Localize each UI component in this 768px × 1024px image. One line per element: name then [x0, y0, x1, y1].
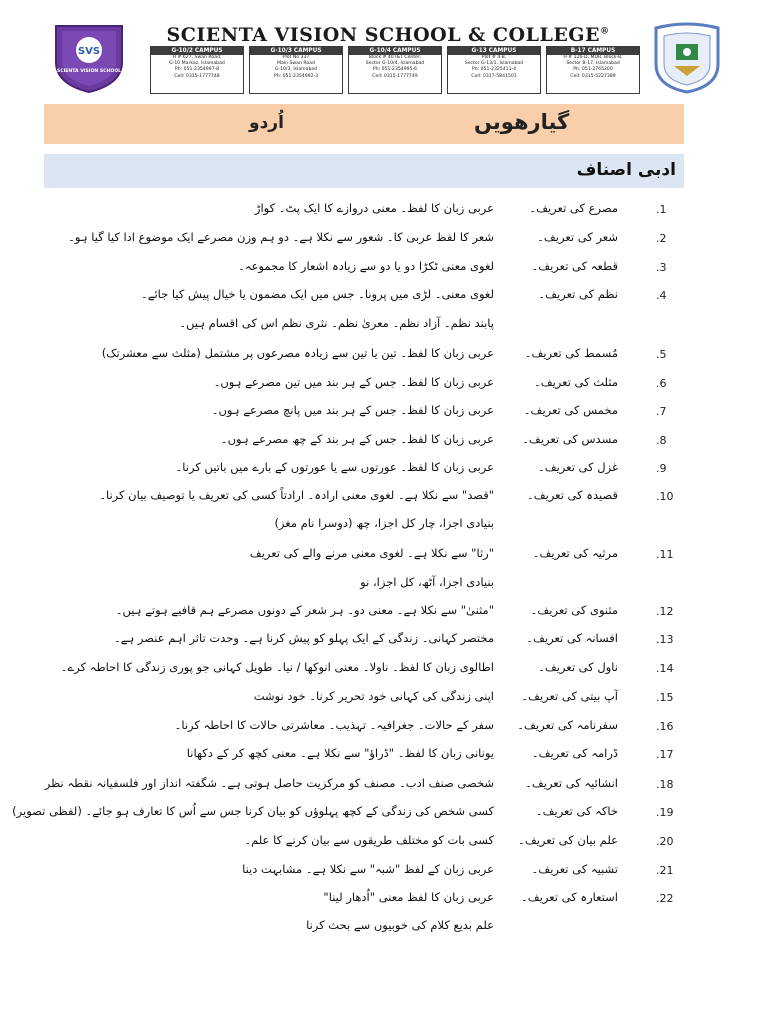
emblem-icon — [646, 22, 728, 94]
item-definition: "قصد" سے نکلا ہے۔ لغوی معنی ارادہ۔ ارادتاً کسی کی تعریف یا توصیف بیان کرنا۔ — [99, 488, 494, 502]
section-title: ادبی اصناف — [576, 160, 676, 180]
item-number: .15 — [656, 691, 674, 704]
item-number: .8 — [656, 434, 667, 447]
item-number: .3 — [656, 261, 667, 274]
item-term: آپ بیتی کی تعریف۔ — [521, 689, 618, 703]
item-term: مثلث کی تعریف۔ — [533, 375, 618, 389]
item-term: استعارہ کی تعریف۔ — [521, 890, 618, 904]
item-number: .12 — [656, 605, 674, 618]
item-definition: اطالوی زبان کا لفظ۔ ناولا۔ معنی انوکھا / نیا۔ طویل کہانی جو پوری زندگی کا احاطہ کرے۔ — [60, 660, 494, 674]
item-number: .14 — [656, 662, 674, 675]
campus-address-line: Ph: 051-2354992-3 — [273, 73, 319, 79]
item-term: ناول کی تعریف۔ — [538, 660, 618, 674]
item-term: خاکہ کی تعریف۔ — [535, 804, 618, 818]
item-number: .9 — [656, 462, 667, 475]
item-definition: اپنی زندگی کی کہانی خود تحریر کرنا۔ خود نوشت — [253, 689, 494, 703]
logo-caption: SCIENTA VISION SCHOOL — [56, 69, 122, 74]
item-term: تشبیہ کی تعریف۔ — [531, 862, 618, 876]
campus-address-line: Plot # 4-B, — [481, 55, 507, 60]
item-term: مخمس کی تعریف۔ — [523, 403, 618, 417]
item-term: نظم کی تعریف۔ — [538, 287, 618, 301]
item-number: .19 — [656, 806, 674, 819]
item-term: مثنوی کی تعریف۔ — [530, 603, 618, 617]
item-number: .2 — [656, 232, 667, 245]
item-term: مُسمط کی تعریف۔ — [524, 346, 618, 360]
item-detail-line: بنیادی اجزا، آٹھ، کل اجزا، نو — [360, 575, 494, 589]
campus-address-line: Sector G-13/1, Islamabad — [464, 61, 524, 67]
item-number: .18 — [656, 778, 674, 791]
campus-address-line: Ph: 051-2354995-6 — [372, 67, 418, 73]
item-term: مسدس کی تعریف۔ — [522, 432, 618, 446]
campus-address-line: G-10/3, Islamabad — [274, 67, 318, 73]
item-term: ڈرامہ کی تعریف۔ — [531, 746, 618, 760]
item-definition: "مثنیٰ" سے نکلا ہے۔ معنی دو۔ ہر شعر کے دونوں مصرعے ہم قافیے ہوتے ہیں۔ — [115, 603, 494, 617]
item-number: .6 — [656, 377, 667, 390]
grade-title: گیارھویں — [474, 110, 570, 134]
campus-address-line: Ph: 051-2325411-4 — [471, 67, 517, 73]
item-number: .1 — [656, 203, 667, 216]
item-number: .10 — [656, 490, 674, 503]
item-term: قصیدہ کی تعریف۔ — [526, 488, 618, 502]
school-name: SCIENTA VISION SCHOOL & COLLEGE® — [166, 24, 610, 46]
item-definition: عربی زبان کا لفظ معنی "اُدھار لینا" — [323, 890, 494, 904]
school-logo-left — [48, 22, 130, 94]
item-term: قطعہ کی تعریف۔ — [531, 259, 618, 273]
school-header — [0, 0, 768, 100]
registered-mark: ® — [600, 26, 610, 37]
item-term: شعر کی تعریف۔ — [537, 230, 618, 244]
campus-address-line: Ph: 051-2354997-8 — [174, 67, 220, 73]
item-definition: لغوی معنی۔ لڑی میں پرونا۔ جس میں ایک مضمون یا خیال پیش کیا جائے۔ — [140, 287, 494, 301]
item-definition: شعر کا لفظ عربی کا۔ شعور سے نکلا ہے۔ دو ہم وزن مصرعے ایک موضوع ادا کیا گیا ہو۔ — [68, 230, 494, 244]
item-term: غزل کی تعریف۔ — [537, 460, 618, 474]
item-definition: عربی زبان کا لفظ۔ عورتوں سے یا عورتوں کے بارے میں باتیں کرنا۔ — [175, 460, 494, 474]
item-detail-line: بنیادی اجزا، چار کل اجزا، چھ (دوسرا نام مغز) — [274, 516, 494, 530]
item-definition: کسی شخص کی زندگی کے کچھ پہلوؤں کو بیان کرنا جس سے اُس کا تعارف ہو جائے۔ (لفظی تصویر) — [12, 804, 494, 818]
item-definition: عربی زبان کا لفظ۔ جس کے ہر بند کے چھ مصرعے ہوں۔ — [220, 432, 494, 446]
campus-title: G-10/2 CAMPUS — [151, 47, 243, 55]
item-definition: عربی زبان کا لفظ۔ جس کے ہر بند میں تین مصرعے ہوں۔ — [213, 375, 494, 389]
campus-address-line: Cell: 0315-5227389 — [570, 73, 616, 79]
campus-card — [150, 46, 244, 94]
item-number: .13 — [656, 633, 674, 646]
item-number: .7 — [656, 405, 667, 418]
school-logo-right — [646, 22, 728, 94]
campus-address-line: Sector G-10/4, Islamabad — [365, 61, 425, 67]
item-definition: عربی زبان کا لفظ۔ جس کے ہر بند میں پانچ مصرعے ہوں۔ — [211, 403, 494, 417]
item-number: .4 — [656, 289, 667, 302]
item-definition: کسی بات کو مختلف طریقوں سے بیان کرنے کا علم۔ — [244, 833, 494, 847]
campus-address-line: Ph: 051-2765200 — [573, 67, 613, 73]
section-bar — [44, 154, 684, 188]
item-term: علم بیان کی تعریف۔ — [518, 833, 618, 847]
campus-list — [150, 46, 640, 94]
campus-title: B-17 CAMPUS — [547, 47, 639, 55]
title-bar — [44, 104, 684, 144]
item-definition: عربی زبان کا لفظ۔ معنی دروازے کا ایک پٹ۔ کواڑ — [254, 201, 494, 215]
campus-card — [447, 46, 541, 94]
item-definition: یونانی زبان کا لفظ۔ "ڈراؤ" سے نکلا ہے۔ معنی کچھ کر کے دکھانا — [186, 746, 494, 760]
campus-address-line: Sector B-17, Islamabad — [566, 61, 620, 67]
campus-address-line: Cell: 0315-1777749 — [372, 73, 418, 79]
logo-monogram: SVS — [77, 46, 101, 57]
campus-address-line: Plot No 337 — [282, 55, 310, 60]
item-number: .21 — [656, 864, 674, 877]
shield-logo-icon — [48, 22, 130, 94]
item-term: سفرنامہ کی تعریف۔ — [517, 718, 618, 732]
item-number: .17 — [656, 748, 674, 761]
campus-address-line: Cell: 0317-5841501 — [471, 73, 517, 79]
item-number: .20 — [656, 835, 674, 848]
campus-address-line: Block # 40 I&T Center, — [368, 55, 422, 60]
campus-card — [348, 46, 442, 94]
item-number: .5 — [656, 348, 667, 361]
item-number: .11 — [656, 548, 674, 561]
item-number: .16 — [656, 720, 674, 733]
item-term: افسانہ کی تعریف۔ — [526, 631, 618, 645]
item-number: .22 — [656, 892, 674, 905]
campus-title: G-10/3 CAMPUS — [250, 47, 342, 55]
campus-title: G-13 CAMPUS — [448, 47, 540, 55]
campus-address-line: H # 627, Swan Road, — [172, 55, 222, 60]
item-term: مرثیہ کی تعریف۔ — [532, 546, 618, 560]
item-definition: عربی زبان کا لفظ۔ تین یا تین سے زیادہ مصرعوں پر مشتمل (مثلث سے معشرتک) — [101, 346, 494, 360]
item-definition: عربی زبان کے لفظ "شبہ" سے نکلا ہے۔ مشابہت دینا — [242, 862, 494, 876]
item-term: انشائیہ کی تعریف۔ — [525, 776, 618, 790]
campus-title: G-10/4 CAMPUS — [349, 47, 441, 55]
campus-address-line: G-10 Markaz, Islamabad — [169, 61, 225, 67]
item-definition: "رثا" سے نکلا ہے۔ لغوی معنی مرنے والے کی تعریف — [249, 546, 494, 560]
campus-address-line: H # 126-D, MDR, Block-B, — [563, 55, 623, 60]
campus-address-line: Cell: 0315-1777748 — [174, 73, 220, 79]
item-detail-line: علم بدیع کلام کی خوبیوں سے بحث کرنا — [306, 918, 494, 932]
campus-address-line: Main Swan Road — [277, 61, 315, 67]
item-definition: مختصر کہانی۔ زندگی کے ایک پہلو کو پیش کرنا ہے۔ وحدت تاثر اہم عنصر ہے۔ — [114, 631, 494, 645]
subject-title: اُردو — [249, 113, 284, 133]
item-definition: لغوی معنی ٹکڑا دو یا دو سے زیادہ اشعار کا مجموعہ۔ — [238, 259, 494, 273]
item-definition: شخصی صنف ادب۔ مصنف کو مرکزیت حاصل ہوتی ہے۔ شگفتہ انداز اور فلسفیانہ نقطہ نظر — [44, 776, 494, 790]
item-term: مصرع کی تعریف۔ — [529, 201, 618, 215]
item-definition: سفر کے حالات۔ جغرافیہ۔ تہذیب۔ معاشرتی حالات کا احاطہ کرنا۔ — [174, 718, 494, 732]
campus-card — [546, 46, 640, 94]
item-detail-line: پابند نظم۔ آزاد نظم۔ معریٰ نظم۔ نثری نظم اس کی اقسام ہیں۔ — [179, 316, 494, 330]
campus-card — [249, 46, 343, 94]
